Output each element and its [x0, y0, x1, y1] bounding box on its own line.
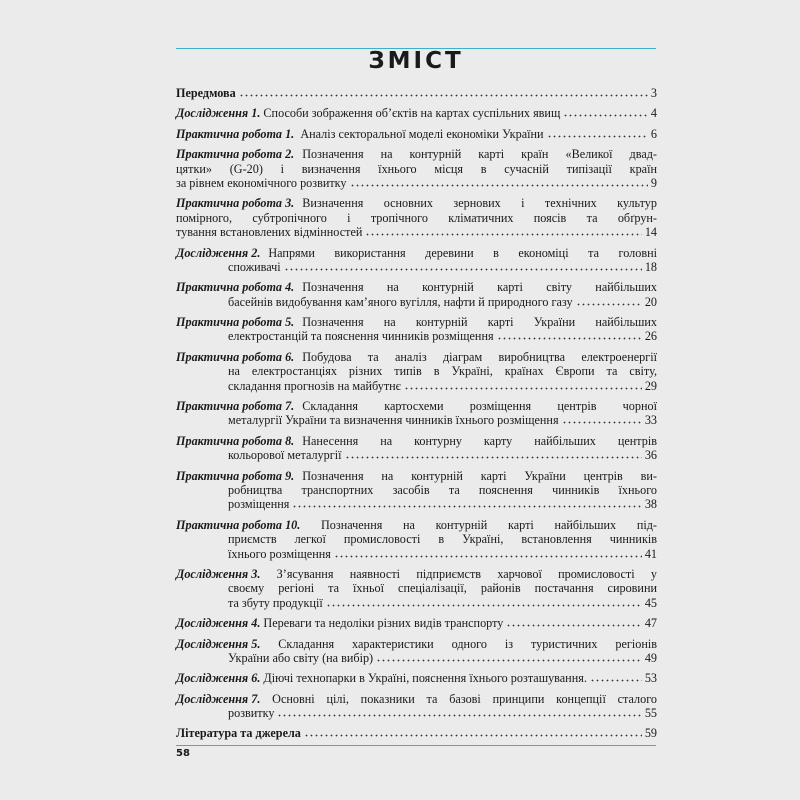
toc-entry-text: споживачі: [228, 259, 281, 274]
toc-entry-label: Практична робота 4.: [176, 280, 295, 295]
toc-entry[interactable]: [176, 692, 657, 721]
toc-entry-text: складання прогнозів на майбутнє: [228, 378, 401, 393]
bottom-divider: [176, 745, 656, 746]
toc-entry-text: Напрями використання деревини в економіці та головні: [268, 245, 657, 260]
toc-entry-text: на електростанціях різних типів в Україні, країнах Європи та світу,: [228, 364, 657, 379]
toc-entry-text: Нанесення на контурну карту найбільших центрів: [302, 433, 657, 448]
toc-entry-text: Складання картосхеми розміщення центрів чорної: [302, 399, 657, 414]
toc-entry[interactable]: [176, 567, 657, 610]
dot-leader: [292, 498, 641, 508]
toc-entry-page: 41: [644, 546, 657, 561]
toc-entry-label: Практична робота 5.: [176, 315, 295, 330]
toc-entry-text: України або світу (на вибір): [228, 650, 374, 665]
toc-entry-text: Позначення на контурній карті України найбільших: [302, 315, 657, 330]
dot-leader: [497, 330, 642, 340]
toc-entry-text: електростанцій та пояснення чинників розміщення: [228, 329, 494, 344]
toc-entry-text: помірного, субтропічного і тропічного кліматичних поясів та обґрун-: [176, 210, 657, 225]
dot-leader: [376, 652, 642, 662]
toc-entry-label: Практична робота 1.: [176, 126, 295, 141]
toc-entry-text: кольорової металургії: [228, 448, 342, 463]
table-of-contents: [176, 76, 657, 741]
toc-entry-text: Визначення основних зернових і технічних культур: [302, 196, 657, 211]
toc-entry-page: 18: [644, 259, 657, 274]
toc-entry-text: басейнів видобування кам’яного вугілля, нафти й природного газу: [228, 294, 573, 309]
toc-entry[interactable]: [176, 637, 657, 666]
toc-entry-page: 6: [650, 126, 657, 141]
toc-entry-label: Дослідження 3.: [176, 566, 261, 581]
toc-entry-page: 4: [650, 106, 657, 121]
toc-entry-text: Позначення на контурній карті найбільших під-: [300, 517, 657, 532]
toc-entry-label: Дослідження 2.: [176, 245, 261, 260]
dot-leader: [365, 226, 641, 236]
toc-entry[interactable]: [176, 315, 657, 344]
dot-leader: [506, 617, 641, 627]
dot-leader: [345, 449, 642, 459]
toc-entry-text: Позначення на контурній карті України центрів ви-: [302, 468, 657, 483]
page-title: ЗМІСТ: [368, 48, 464, 74]
toc-entry-text: їхнього розміщення: [228, 546, 331, 561]
dot-leader: [284, 261, 642, 271]
toc-entry[interactable]: [176, 86, 657, 100]
toc-entry-text: тування встановлених відмінностей: [176, 225, 363, 240]
toc-entry[interactable]: [176, 350, 657, 393]
toc-entry[interactable]: [176, 469, 657, 512]
dot-leader: [547, 127, 648, 137]
page-number: 58: [176, 748, 190, 759]
toc-entry[interactable]: [176, 280, 657, 309]
toc-entry-page: 3: [650, 86, 657, 100]
dot-leader: [239, 87, 648, 97]
toc-entry-label: Дослідження 4.: [176, 616, 261, 631]
toc-entry-page: 53: [644, 671, 657, 686]
toc-entry-label: Практична робота 10.: [176, 517, 301, 532]
toc-entry-label: Дослідження 5.: [176, 636, 261, 651]
toc-entry-page: 38: [644, 497, 657, 512]
toc-entry-label: Література та джерела: [176, 726, 301, 741]
toc-entry-text: своєму регіоні та їхньої спеціалізації, районів постачання сировини: [228, 581, 657, 596]
toc-entry-label: Практична робота 2.: [176, 147, 295, 162]
toc-entry[interactable]: [176, 127, 657, 141]
toc-entry-page: 49: [644, 650, 657, 665]
toc-entry-label: Передмова: [176, 86, 236, 100]
toc-entry[interactable]: [176, 518, 657, 561]
dot-leader: [590, 672, 642, 682]
toc-entry-page: 55: [644, 706, 657, 721]
toc-entry-text: Позначення на контурній карті країн «Великої двад-: [302, 147, 657, 162]
dot-leader: [326, 596, 642, 606]
toc-entry-text: Способи зображення об’єктів на картах суспільних явищ: [260, 106, 561, 121]
toc-entry-label: Дослідження 1.: [176, 106, 261, 121]
toc-entry-text: розміщення: [228, 497, 290, 512]
toc-entry-label: Практична робота 7.: [176, 399, 295, 414]
toc-entry-page: 47: [644, 616, 657, 631]
toc-entry-page: 26: [644, 329, 657, 344]
dot-leader: [404, 379, 642, 389]
toc-entry[interactable]: [176, 616, 657, 630]
toc-entry-text: та збуту продукції: [228, 595, 323, 610]
toc-entry-page: 59: [644, 726, 657, 741]
dot-leader: [304, 727, 642, 737]
toc-entry-text: Переваги та недоліки різних видів транспорту: [260, 616, 504, 631]
toc-entry-text: цятки» (G-20) і визначення їхнього місця в сучасній типізації країн: [176, 161, 657, 176]
dot-leader: [277, 707, 641, 717]
toc-entry-text: розвитку: [228, 706, 275, 721]
toc-entry-text: Аналіз секторальної моделі економіки України: [294, 126, 544, 141]
toc-entry[interactable]: [176, 196, 657, 239]
dot-leader: [563, 107, 648, 117]
toc-entry[interactable]: [176, 671, 657, 685]
toc-entry-text: Діючі технопарки в Україні, пояснення їхнього розташування.: [260, 671, 587, 686]
toc-entry-page: 36: [644, 448, 657, 463]
toc-entry[interactable]: [176, 106, 657, 120]
dot-leader: [576, 295, 642, 305]
toc-entry-label: Дослідження 6.: [176, 671, 261, 686]
toc-entry[interactable]: [176, 726, 657, 740]
toc-entry-label: Практична робота 6.: [176, 349, 295, 364]
toc-entry-text: Складання характеристики одного із туристичних регіонів: [260, 636, 657, 651]
toc-entry[interactable]: [176, 147, 657, 190]
dot-leader: [334, 547, 642, 557]
toc-entry-text: за рівнем економічного розвитку: [176, 175, 347, 190]
dot-leader: [350, 177, 648, 187]
toc-entry-label: Практична робота 3.: [176, 196, 295, 211]
toc-entry-label: Практична робота 9.: [176, 468, 295, 483]
toc-entry-text: приємств легкої промисловості в Україні, встановлення чинників: [228, 532, 657, 547]
toc-entry-text: Позначення на контурній карті світу найбільших: [302, 280, 657, 295]
toc-entry-page: 45: [644, 595, 657, 610]
toc-entry-page: 20: [644, 294, 657, 309]
toc-entry-page: 9: [650, 175, 657, 190]
toc-entry-label: Дослідження 7.: [176, 691, 261, 706]
dot-leader: [562, 414, 642, 424]
toc-entry-page: 29: [644, 378, 657, 393]
toc-entry-text: Основні цілі, показники та базові принципи концепції сталого: [260, 691, 657, 706]
toc-entry-text: робництва транспортних засобів та пояснення чинників їхнього: [228, 482, 657, 497]
toc-entry-text: металургії України та визначення чинників їхнього розміщення: [228, 413, 559, 428]
toc-entry[interactable]: [176, 246, 657, 275]
toc-entry-page: 14: [644, 225, 657, 240]
toc-entry-page: 33: [644, 413, 657, 428]
toc-entry[interactable]: [176, 399, 657, 428]
toc-entry-text: Побудова та аналіз діаграм виробництва електроенергії: [302, 349, 657, 364]
toc-entry[interactable]: [176, 434, 657, 463]
toc-entry-text: З’ясування наявності підприємств харчової промисловості у: [260, 566, 657, 581]
toc-entry-label: Практична робота 8.: [176, 433, 295, 448]
